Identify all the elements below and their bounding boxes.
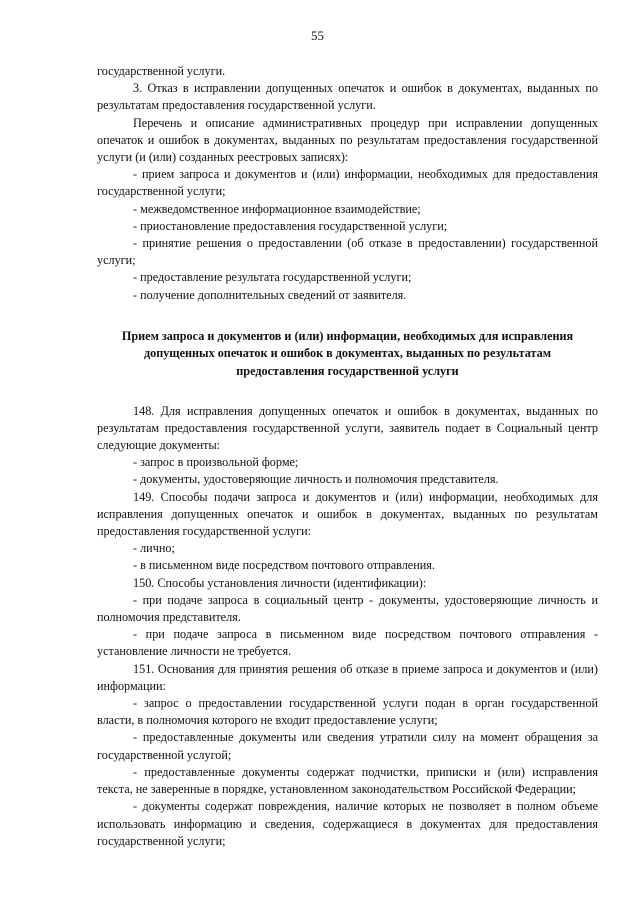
list-item: - лично; (133, 541, 175, 556)
paragraph: 149. Способы подачи запроса и документов и (или) информации, необходимых для исправления допущенных опечаток и ошибок в документах, выданных по результатам предоставления государственной услуги: (97, 489, 598, 539)
bottom-section (97, 403, 598, 850)
list-item: - запрос о предоставлении государственной услуги подан в орган государственной власти, в полномочия которого не входит предоставление услуги; (97, 696, 598, 728)
section-heading: Прием запроса и документов и (или) информации, необходимых для исправления допущенных опечаток и ошибок в документах, выданных по результатам предоставления государственной услуги (121, 328, 574, 379)
list-item: - межведомственное информационное взаимодействие; (133, 201, 421, 216)
list-item: - прием запроса и документов и (или) информации, необходимых для предоставления государственной услуги; (97, 167, 598, 199)
list-item: - предоставление результата государственной услуги; (133, 270, 412, 285)
list-item: - предоставленные документы или сведения утратили силу на момент обращения за государственной услугой; (97, 730, 598, 762)
list-item: - документы, удостоверяющие личность и полномочия представителя. (133, 472, 499, 487)
top-section (97, 63, 598, 304)
paragraph: 148. Для исправления допущенных опечаток и ошибок в документах, выданных по результатам предоставления государственной услуги, заявитель подает в Социальный центр следующие документы: (97, 403, 598, 453)
list-item: - при подаче запроса в письменном виде посредством почтового отправления - установление личности не требуется. (97, 627, 598, 659)
paragraph: 3. Отказ в исправлении допущенных опечаток и ошибок в документах, выданных по результатам предоставления государственной услуги. (97, 81, 598, 113)
page-number: 55 (311, 28, 324, 43)
list-item: - при подаче запроса в социальный центр - документы, удостоверяющие личность и полномочия представителя. (97, 592, 598, 625)
paragraph: государственной услуги. (97, 64, 226, 78)
list-item: - получение дополнительных сведений от заявителя. (133, 287, 407, 302)
paragraph: Перечень и описание административных процедур при исправлении допущенных опечаток и ошибок в документах, выданных по результатам предоставления государственной услуги (и (или) созданных реестровых записях): (97, 115, 598, 165)
list-item: - запрос в произвольной форме; (133, 455, 299, 470)
list-item: - документы содержат повреждения, наличие которых не позволяет в полном объеме использовать информацию и сведения, содержащиеся в документах для предоставления государственной услуги; (97, 799, 598, 848)
list-item: - предоставленные документы содержат подчистки, приписки и (или) исправления текста, не заверенные в порядке, установленном законодательством Российской Федерации; (97, 764, 598, 797)
paragraph: 150. Способы установления личности (идентификации): (133, 575, 427, 590)
list-item: - в письменном виде посредством почтового отправления. (133, 558, 435, 573)
list-item: - принятие решения о предоставлении (об отказе в предоставлении) государственной услуги; (97, 236, 598, 268)
paragraph: 151. Основания для принятия решения об отказе в приеме запроса и документов и (или) информации: (97, 661, 598, 693)
list-item: - приостановление предоставления государственной услуги; (133, 218, 448, 233)
